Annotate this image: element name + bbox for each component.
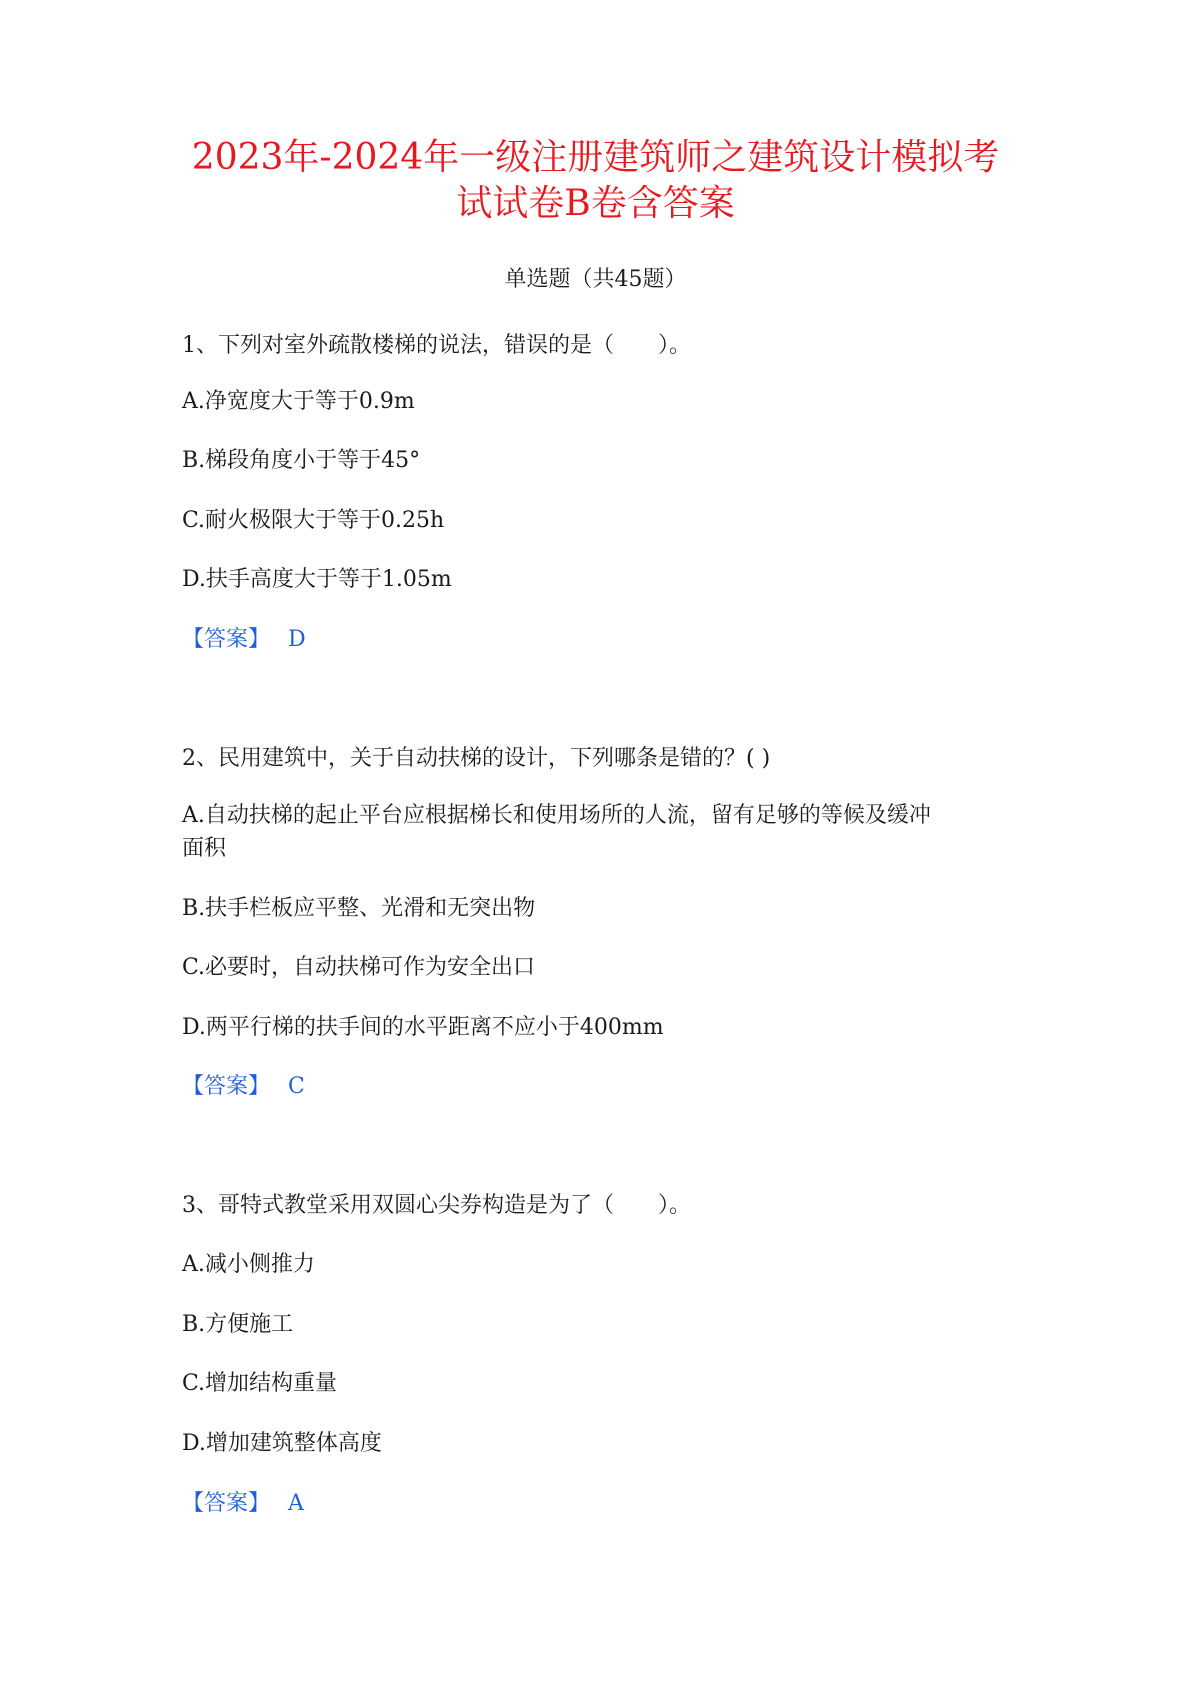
question-3-answer: [182, 1488, 304, 1520]
document-title-line-2: 试试卷B卷含答案: [456, 183, 735, 224]
answer-label: 【答案】: [182, 1074, 271, 1099]
question-2-option-b: B.扶手栏板应平整、光滑和无突出物: [182, 896, 536, 921]
document-title-line-1: 2023年-2024年一级注册建筑师之建筑设计模拟考: [191, 137, 1000, 178]
question-1-option-d: D.扶手高度大于等于1.05m: [182, 567, 452, 592]
question-2-option-c: C.必要时，自动扶梯可作为安全出口: [182, 955, 536, 980]
question-3-option-b: B.方便施工: [182, 1312, 294, 1337]
answer-label: 【答案】: [182, 627, 271, 652]
question-3-stem: 3、哥特式教堂采用双圆心尖券构造是为了（ ）。: [182, 1193, 691, 1218]
answer-value: C: [288, 1074, 305, 1099]
question-1-option-a: A.净宽度大于等于0.9m: [182, 389, 415, 414]
question-2-option-a: A.自动扶梯的起止平台应根据梯长和使用场所的人流，留有足够的等候及缓冲: [182, 803, 931, 828]
question-1-stem: 1、下列对室外疏散楼梯的说法，错误的是（ ）。: [182, 333, 691, 358]
question-2-option-d: D.两平行梯的扶手间的水平距离不应小于400mm: [182, 1015, 664, 1040]
question-3-option-d: D.增加建筑整体高度: [182, 1431, 382, 1456]
question-3-option-c: C.增加结构重量: [182, 1371, 338, 1396]
question-2-answer: [182, 1071, 305, 1103]
section-heading: 单选题（共45题）: [504, 267, 687, 292]
question-2-option-a-continued: 面积: [182, 836, 227, 861]
question-1-answer: [182, 624, 306, 656]
question-1-option-b: B.梯段角度小于等于45°: [182, 448, 421, 473]
answer-value: D: [288, 627, 306, 652]
answer-value: A: [288, 1491, 304, 1516]
question-1-option-c: C.耐火极限大于等于0.25h: [182, 508, 445, 533]
question-2-stem: 2、民用建筑中，关于自动扶梯的设计，下列哪条是错的？( ): [182, 746, 771, 771]
answer-label: 【答案】: [182, 1491, 271, 1516]
question-3-option-a: A.减小侧推力: [182, 1252, 315, 1277]
